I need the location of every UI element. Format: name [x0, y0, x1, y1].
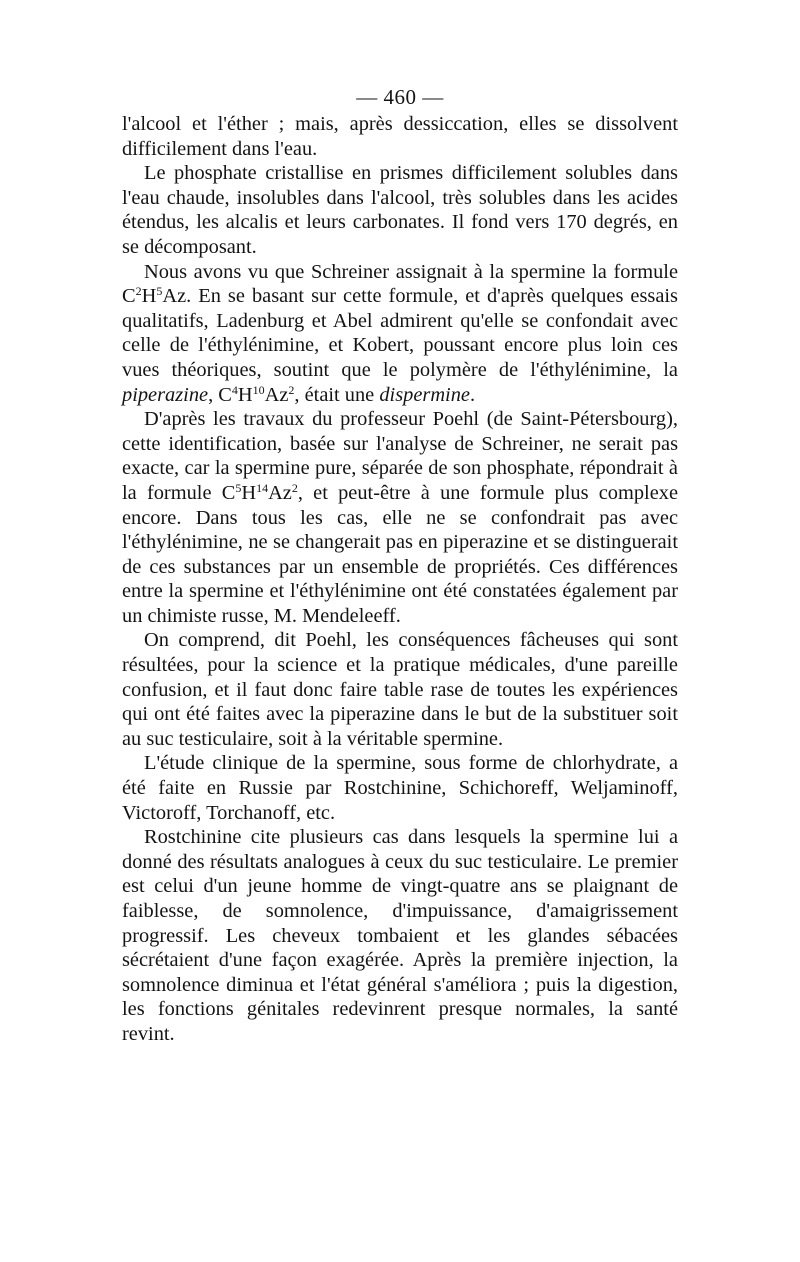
paragraph: [122, 260, 678, 408]
superscript: 5: [156, 284, 163, 299]
italic-text: dispermine: [379, 383, 470, 406]
text-run: H: [141, 285, 157, 308]
paragraph: [122, 825, 678, 1046]
text-run: l'alcool et l'éther ; mais, après dessiccation, elles se dissolvent difficilement dans l'eau.: [122, 113, 678, 160]
text-run: Az. En se basant sur cette formule, et d'après quelques essais qualitatifs, Ladenburg et Abel admirent qu'elle se confondait avec celle de l'éthylénimine, et Kobert, poussant encore plus loin ces vues théoriques, soutint que le polymère de l'éthylénimine, la: [122, 285, 678, 381]
paragraph: [122, 751, 678, 825]
text-run: , C: [208, 383, 232, 406]
text-run: Le phosphate cristallise en prismes difficilement solubles dans l'eau chaude, insolubles dans l'alcool, très solubles dans les acides étendus, les alcalis et leurs carbonates. Il fond vers 170 degrés, en se décomposant.: [122, 162, 678, 258]
text-run: On comprend, dit Poehl, les conséquences fâcheuses qui sont résultées, pour la science et la pratique médicales, d'une pareille confusion, et il faut donc faire table rase de toutes les expériences qui ont été faites avec la piperazine dans le but de la substituer soit au suc testiculaire, soit à la véritable spermine.: [122, 629, 678, 750]
superscript: 10: [252, 382, 265, 397]
text-run: , était une: [294, 383, 380, 406]
text-run: Az: [264, 383, 289, 406]
text-run: Az: [268, 481, 292, 504]
text-run: , et peut-être à une formule plus complexe encore. Dans tous les cas, elle ne se confondrait pas avec l'éthylénimine, ne se changerait pas en piperazine et se distinguerait de ces substances par un ensemble de propriétés. Ces différences entre la spermine et l'éthylénimine ont été constatées également par un chimiste russe, M. Mendeleeff.: [122, 481, 678, 627]
superscript: 4: [231, 382, 238, 397]
paragraph: [122, 407, 678, 628]
text-run: D'après les travaux du professeur Poehl (de Saint-Pétersbourg), cette identification, basée sur l'analyse de Schreiner, ne serait pas exacte, car la spermine pure, séparée de son phosphate, répondrait à la formule C: [122, 408, 678, 504]
superscript: 2: [135, 284, 142, 299]
paragraph: [122, 628, 678, 751]
text-run: H: [237, 383, 253, 406]
page-number: — 460 —: [356, 85, 444, 109]
superscript: 2: [291, 480, 298, 495]
superscript: 2: [288, 382, 295, 397]
italic-text: piperazine: [122, 383, 209, 406]
text-run: Nous avons vu que Schreiner assignait à la spermine la formule C: [122, 260, 678, 308]
superscript: 5: [235, 480, 242, 495]
page-body: [122, 112, 678, 1047]
paragraph: [122, 161, 678, 259]
text-run: .: [469, 383, 476, 406]
text-run: H: [241, 481, 257, 504]
superscript: 14: [256, 480, 269, 495]
text-run: L'étude clinique de la spermine, sous forme de chlorhydrate, a été faite en Russie par Rostchinine, Schichoreff, Weljaminoff, Victoroff, Torchanoff, etc.: [122, 752, 678, 824]
book-page: [122, 84, 678, 1047]
text-run: Rostchinine cite plusieurs cas dans lesquels la spermine lui a donné des résultats analogues à ceux du suc testiculaire. Le premier est celui d'un jeune homme de vingt-quatre ans se plaignant de faiblesse, de somnolence, d'impuissance, d'amaigrissement progressif. Les cheveux tombaient et les glandes sébacées sécrétaient d'une façon exagérée. Après la première injection, la somnolence diminua et l'état général s'améliora ; puis la digestion, les fonctions génitales redevinrent presque normales, la santé revint.: [122, 826, 678, 1045]
paragraph: [122, 112, 678, 161]
